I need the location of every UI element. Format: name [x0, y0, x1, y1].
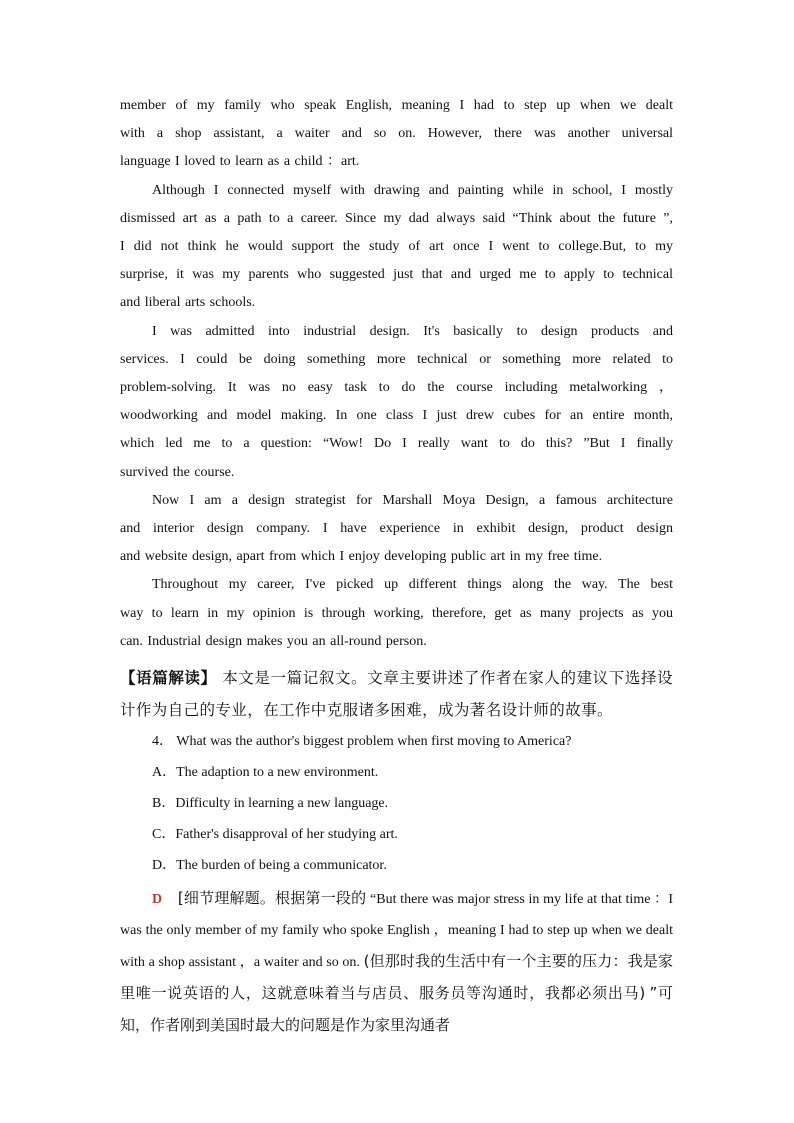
- text-line: dismissed art as a path to a career. Since my dad always said “Think about the future ”,: [120, 210, 673, 226]
- question-4: [120, 726, 673, 757]
- text-line: and website design, apart from which I enjoy developing public art in my free time.: [120, 549, 603, 565]
- passage-paragraph-4: [120, 487, 673, 572]
- text-line: with a shop assistant, a waiter and so on. However, there was another universal: [120, 126, 673, 142]
- text-line: survived the course.: [120, 464, 235, 480]
- text-line: surprise, it was my parents who suggested just that and urged me to apply to technical: [120, 267, 673, 283]
- option-a: A．The adaption to a new environment.: [152, 765, 379, 781]
- text-line: problem‑solving. It was no easy task to do the course including metalworking ，: [120, 380, 673, 396]
- text-line: and liberal arts schools.: [120, 295, 256, 311]
- answer-translation: (但那时我的生活中有一个主要的压力：我是家里唯一说英语的人，这就意味着当与店员、服务员等沟通时，我都必须出马): [120, 952, 674, 1003]
- text-line: I did not think he would support the study of art once I went to college.But, to my: [120, 239, 673, 255]
- text-line: Although I connected myself with drawing and painting while in school, I mostly: [152, 182, 673, 198]
- text-line: Now I am a design strategist for Marshall Moya Design, a famous architecture: [152, 492, 673, 508]
- analysis-text: 本文是一篇记叙文。文章主要讲述了作者在家人的建议下选择设计作为自己的专业，在工作中克服诸多困难，成为著名设计师的故事。: [120, 669, 674, 720]
- text-line: Throughout my career, I've picked up different things along the way. The best: [152, 577, 673, 593]
- text-line: language I loved to learn as a child ：art.: [120, 154, 360, 170]
- option-d: D．The burden of being a communicator.: [152, 858, 387, 874]
- answer-explanation: [120, 883, 673, 1042]
- question-number: 4．: [152, 734, 173, 750]
- text-line: way to learn in my opinion is through working, therefore, get as many projects as you: [120, 605, 673, 621]
- answer-tail: ”可知，作者刚到美国时最大的问题是作为家里沟通者: [120, 984, 674, 1035]
- text-line: which led me to a question: “Wow! Do I really want to do this? ”But I finally: [120, 436, 673, 452]
- passage-paragraph-1: [120, 92, 673, 177]
- text-line: services. I could be doing something more technical or something more related to: [120, 351, 673, 367]
- answer-letter: D: [152, 892, 163, 908]
- text-line: I was admitted into industrial design. It's basically to design products and: [152, 323, 673, 339]
- option-b: B．Difficulty in learning a new language.: [152, 796, 389, 812]
- option-c: C．Father's disapproval of her studying art.: [152, 827, 398, 843]
- answer-lead: [细节理解题。根据第一段的: [177, 889, 367, 908]
- question-text: What was the author's biggest problem when first moving to America?: [176, 734, 572, 750]
- text-line: can. Industrial design makes you an all‑round person.: [120, 633, 427, 649]
- answer-quote: “But there was major stress in my life at that time ：I was the only member of my family who spoke English ，meaning I had to step up when we dealt with a shop assistant ，a waiter and so on.: [120, 892, 673, 971]
- document-page: [120, 92, 673, 1042]
- text-line: and interior design company. I have experience in exhibit design, product design: [120, 521, 673, 537]
- analysis-tag: 【语篇解读】: [120, 669, 217, 688]
- discourse-analysis: [120, 662, 673, 726]
- text-line: woodworking and model making. In one class I just drew cubes for an entire month,: [120, 408, 673, 424]
- passage-paragraph-3: [120, 318, 673, 487]
- text-line: member of my family who speak English, meaning I had to step up when we dealt: [120, 98, 673, 113]
- passage-paragraph-2: [120, 177, 673, 318]
- passage-paragraph-5: [120, 571, 673, 656]
